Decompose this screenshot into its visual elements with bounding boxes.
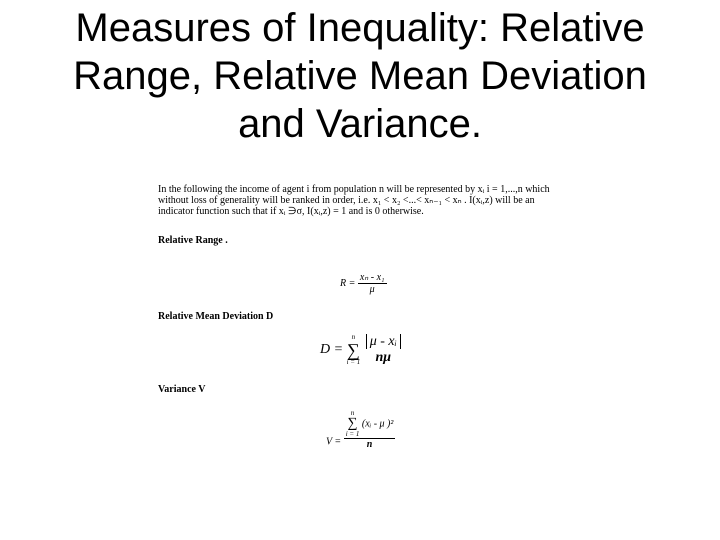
relative-range-lhs: R = xyxy=(340,277,356,289)
variance-fraction xyxy=(344,410,396,450)
sigma-icon: ∑ xyxy=(346,340,360,360)
variance-sum-upper: n xyxy=(350,409,355,417)
mean-deviation-sum-upper: n xyxy=(351,333,356,341)
mean-deviation-lhs: D = xyxy=(320,342,344,358)
variance-numerator-group xyxy=(344,410,396,439)
mean-deviation-denominator: nμ xyxy=(375,350,392,365)
title-line-2: Range, Relative Mean Deviation xyxy=(73,54,647,98)
mean-deviation-fraction xyxy=(364,334,403,366)
variance-denominator: n xyxy=(366,439,373,450)
mean-deviation-sum-lower: i = 1 xyxy=(346,358,361,366)
relative-range-denominator: μ xyxy=(369,284,375,295)
relative-range-numerator: xₙ - x₁ xyxy=(359,272,385,283)
variance-sum xyxy=(346,410,360,438)
mean-deviation-heading: Relative Mean Deviation D xyxy=(158,311,274,322)
variance-formula xyxy=(326,410,395,450)
mean-deviation-numerator: μ - xᵢ xyxy=(366,334,401,349)
title-line-1: Measures of Inequality: Relative xyxy=(75,6,645,50)
variance-numerator: (xᵢ - μ )² xyxy=(361,418,394,430)
intro-line-1: In the following the income of agent i from population n will be represented by xᵢ i = 1,...,n which xyxy=(158,184,550,195)
intro-paragraph xyxy=(158,184,578,217)
relative-range-fraction xyxy=(358,272,387,295)
variance-heading: Variance V xyxy=(158,384,206,395)
slide-title xyxy=(20,4,700,148)
formula-sheet xyxy=(158,184,578,217)
variance-sum-lower: i = 1 xyxy=(345,430,360,438)
intro-line-3: indicator function such that if xᵢ ∋σ, I(xᵢ,z) = 1 and is 0 otherwise. xyxy=(158,206,424,217)
relative-range-heading: Relative Range . xyxy=(158,235,228,246)
mean-deviation-formula xyxy=(320,334,403,366)
relative-range-formula xyxy=(340,272,387,295)
title-line-3: and Variance. xyxy=(238,102,482,146)
mean-deviation-sum xyxy=(347,334,361,366)
variance-lhs: V = xyxy=(326,436,342,448)
intro-line-2: without loss of generality will be ranked in order, i.e. x₁ < x₂ <...< xₙ₋₁ < xₙ . I(xᵢ,z) will be an xyxy=(158,195,535,206)
sigma-icon: ∑ xyxy=(347,416,358,431)
